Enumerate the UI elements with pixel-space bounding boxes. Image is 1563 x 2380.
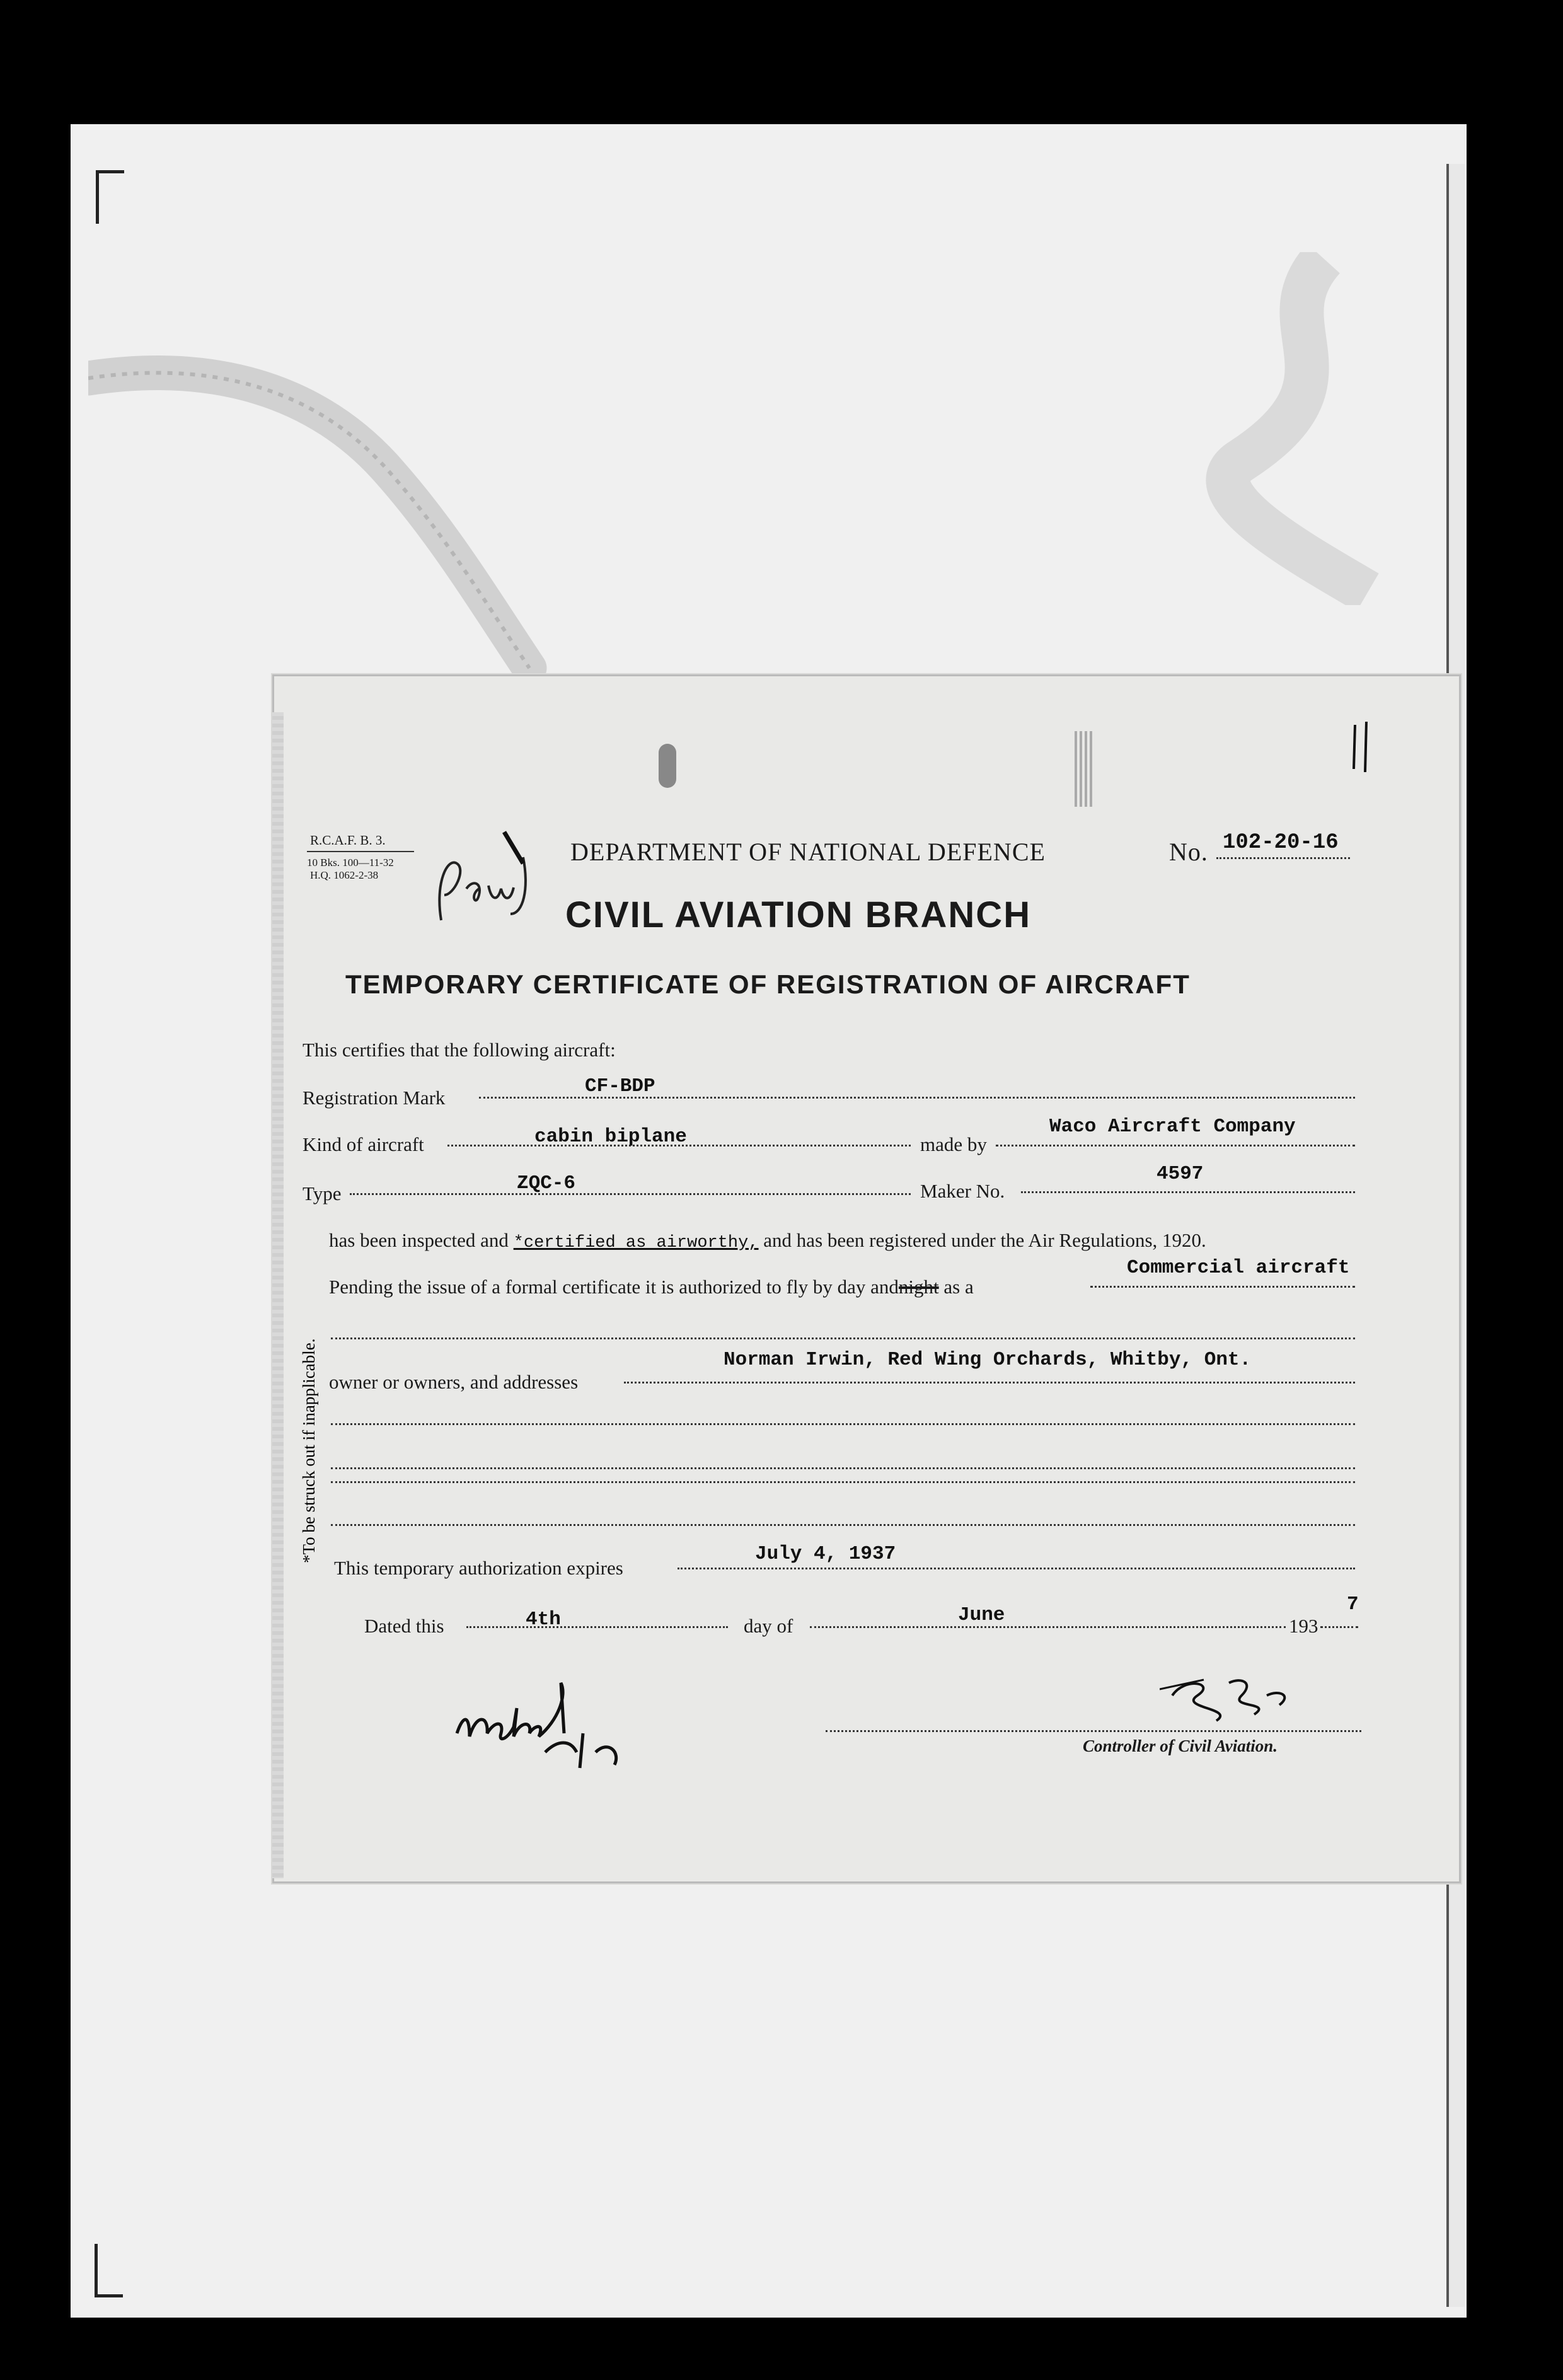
expires-label: This temporary authorization expires	[334, 1557, 623, 1579]
maker-no-line	[1021, 1191, 1355, 1193]
crop-mark-top-left	[96, 170, 124, 224]
card-perforated-edge	[272, 712, 284, 1878]
pending-night-struck: night	[898, 1276, 939, 1298]
handwritten-initials-top	[429, 819, 580, 933]
pending-as: as a	[943, 1276, 974, 1298]
registration-value: CF-BDP	[585, 1075, 655, 1097]
pending-text	[329, 1276, 974, 1298]
dated-month-line	[810, 1626, 1286, 1628]
year-line	[1320, 1626, 1358, 1628]
controller-label: Controller of Civil Aviation.	[1083, 1736, 1278, 1755]
form-code-line-1: R.C.A.F. B. 3.	[310, 833, 386, 848]
certificate-number-label: No.	[1169, 838, 1208, 866]
blank-line-1	[331, 1337, 1355, 1339]
form-code-line-3: H.Q. 1062-2-38	[310, 869, 379, 881]
dated-day-line	[466, 1626, 728, 1628]
year-prefix: 193	[1289, 1615, 1318, 1637]
certificate-number-line	[1216, 857, 1350, 859]
type-value: ZQC-6	[517, 1172, 576, 1194]
kind-value: cabin biplane	[534, 1126, 687, 1148]
expires-value: July 4, 1937	[755, 1543, 896, 1565]
registration-label: Registration Mark	[303, 1087, 446, 1109]
fiber-shadow	[1166, 252, 1443, 605]
blank-line-5	[331, 1524, 1355, 1526]
expires-line	[678, 1568, 1355, 1569]
inspected-text	[329, 1229, 1206, 1252]
year-suffix: 7	[1347, 1593, 1359, 1615]
blank-line-2	[331, 1423, 1355, 1425]
pending-and: and	[870, 1276, 899, 1298]
maker-no-value: 4597	[1156, 1163, 1204, 1185]
department-heading: DEPARTMENT OF NATIONAL DEFENCE	[570, 838, 1046, 866]
handwritten-signature	[1160, 1658, 1298, 1733]
side-note: *To be struck out if inapplicable.	[299, 1338, 318, 1563]
handwritten-margin-mark	[1349, 719, 1374, 782]
made-by-line	[996, 1145, 1355, 1147]
crop-mark-bottom-left	[95, 2244, 123, 2297]
punch-hole	[659, 744, 676, 788]
owner-value: Norman Irwin, Red Wing Orchards, Whitby, Ont.	[724, 1349, 1252, 1371]
staple-mark	[1075, 731, 1093, 807]
string-shadow	[88, 353, 643, 693]
inspected-pre: has been inspected and	[329, 1229, 509, 1251]
inspected-post: and has been registered under the Air Regulations, 1920.	[763, 1229, 1206, 1251]
type-label: Type	[303, 1182, 342, 1204]
blank-line-3	[331, 1467, 1355, 1469]
certificate-title: TEMPORARY CERTIFICATE OF REGISTRATION OF AIRCRAFT	[345, 969, 1191, 999]
type-line	[350, 1193, 911, 1195]
maker-no-label: Maker No.	[920, 1180, 1005, 1202]
day-of-label: day of	[744, 1615, 793, 1637]
pending-value: Commercial aircraft	[1127, 1257, 1350, 1279]
certificate-number-value: 102-20-16	[1223, 831, 1339, 855]
blank-line-4	[331, 1481, 1355, 1483]
form-code-line-2: 10 Bks. 100—11-32	[307, 857, 394, 869]
kind-label: Kind of aircraft	[303, 1133, 424, 1155]
pending-pre: Pending the issue of a formal certificate it is authorized to fly by day	[329, 1276, 866, 1298]
owner-label: owner or owners, and addresses	[329, 1371, 579, 1393]
dated-month: June	[958, 1604, 1005, 1626]
dated-label: Dated this	[364, 1615, 444, 1637]
pending-line	[1090, 1286, 1355, 1288]
dated-day: 4th	[526, 1609, 561, 1631]
handwritten-noted	[451, 1658, 665, 1784]
inspected-underlined: *certified as airworthy,	[513, 1233, 759, 1252]
form-code-rule	[307, 851, 414, 852]
made-by-value: Waco Aircraft Company	[1049, 1116, 1296, 1138]
made-by-label: made by	[920, 1133, 987, 1155]
owner-line	[624, 1382, 1355, 1384]
intro-text: This certifies that the following aircraft:	[303, 1039, 616, 1061]
branch-heading: CIVIL AVIATION BRANCH	[565, 894, 1032, 935]
